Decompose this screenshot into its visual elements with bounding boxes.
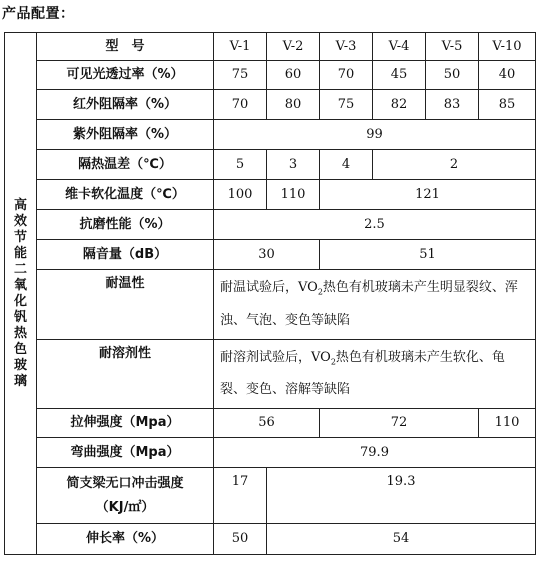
model-v10: V-10 bbox=[479, 33, 536, 61]
row-label: 隔热温差（℃） bbox=[37, 150, 214, 180]
uv-rejection-row: 紫外阻隔率（%） 99 bbox=[5, 120, 536, 150]
row-label: 可见光透过率（%） bbox=[37, 61, 214, 90]
row-label: 隔音量（dB） bbox=[37, 240, 214, 270]
vicat-row: 维卡软化温度（℃） 100 110 121 bbox=[5, 180, 536, 210]
row-label: 紫外阻隔率（%） bbox=[37, 120, 214, 150]
visible-transmittance-row: 可见光透过率（%） 75 60 70 45 50 40 bbox=[5, 61, 536, 90]
row-label: 伸长率（%） bbox=[37, 524, 214, 555]
row-label: 拉伸强度（Mpa） bbox=[37, 409, 214, 438]
flexural-row: 弯曲强度（Mpa） 79.9 bbox=[5, 438, 536, 468]
model-v1: V-1 bbox=[214, 33, 267, 61]
temp-diff-row: 隔热温差（℃） 5 3 4 2 bbox=[5, 150, 536, 180]
elongation-row: 伸长率（%） 50 54 bbox=[5, 524, 536, 555]
row-label: 红外阻隔率（%） bbox=[37, 90, 214, 120]
row-label: 抗磨性能（%） bbox=[37, 210, 214, 240]
product-spec-table bbox=[4, 32, 536, 555]
row-label: 耐温性 bbox=[37, 270, 214, 340]
row-label: 耐溶剂性 bbox=[37, 339, 214, 409]
model-v4: V-4 bbox=[373, 33, 426, 61]
heat-resist-desc: 耐温试验后，$VO_2$热色有机玻璃未产生明显裂纹、浑浊、气泡、变色等缺陷 bbox=[214, 270, 536, 340]
header-row bbox=[5, 33, 536, 61]
model-v2: V-2 bbox=[267, 33, 320, 61]
solvent-resist-desc: 耐溶剂试验后，$VO_2$热色有机玻璃未产生软化、龟裂、变色、溶解等缺陷 bbox=[214, 339, 536, 409]
product-name-cell: 高 效 节 能 二 氧 化 钒 热 色 玻 璃 bbox=[5, 33, 37, 555]
model-v3: V-3 bbox=[320, 33, 373, 61]
ir-rejection-row: 红外阻隔率（%） 70 80 75 82 83 85 bbox=[5, 90, 536, 120]
abrasion-row: 抗磨性能（%） 2.5 bbox=[5, 210, 536, 240]
tensile-row: 拉伸强度（Mpa） 56 72 110 bbox=[5, 409, 536, 438]
solvent-resist-row bbox=[5, 339, 536, 409]
heat-resist-row bbox=[5, 270, 536, 340]
impact-row: 简支梁无口冲击强度 （KJ/㎡） 17 19.3 bbox=[5, 468, 536, 524]
model-v5: V-5 bbox=[426, 33, 479, 61]
sound-row: 隔音量（dB） 30 51 bbox=[5, 240, 536, 270]
row-label: 弯曲强度（Mpa） bbox=[37, 438, 214, 468]
row-label: 维卡软化温度（℃） bbox=[37, 180, 214, 210]
section-heading: 产品配置： bbox=[2, 6, 75, 22]
row-label: 简支梁无口冲击强度 （KJ/㎡） bbox=[37, 468, 214, 524]
model-header-label: 型 号 bbox=[37, 33, 214, 61]
